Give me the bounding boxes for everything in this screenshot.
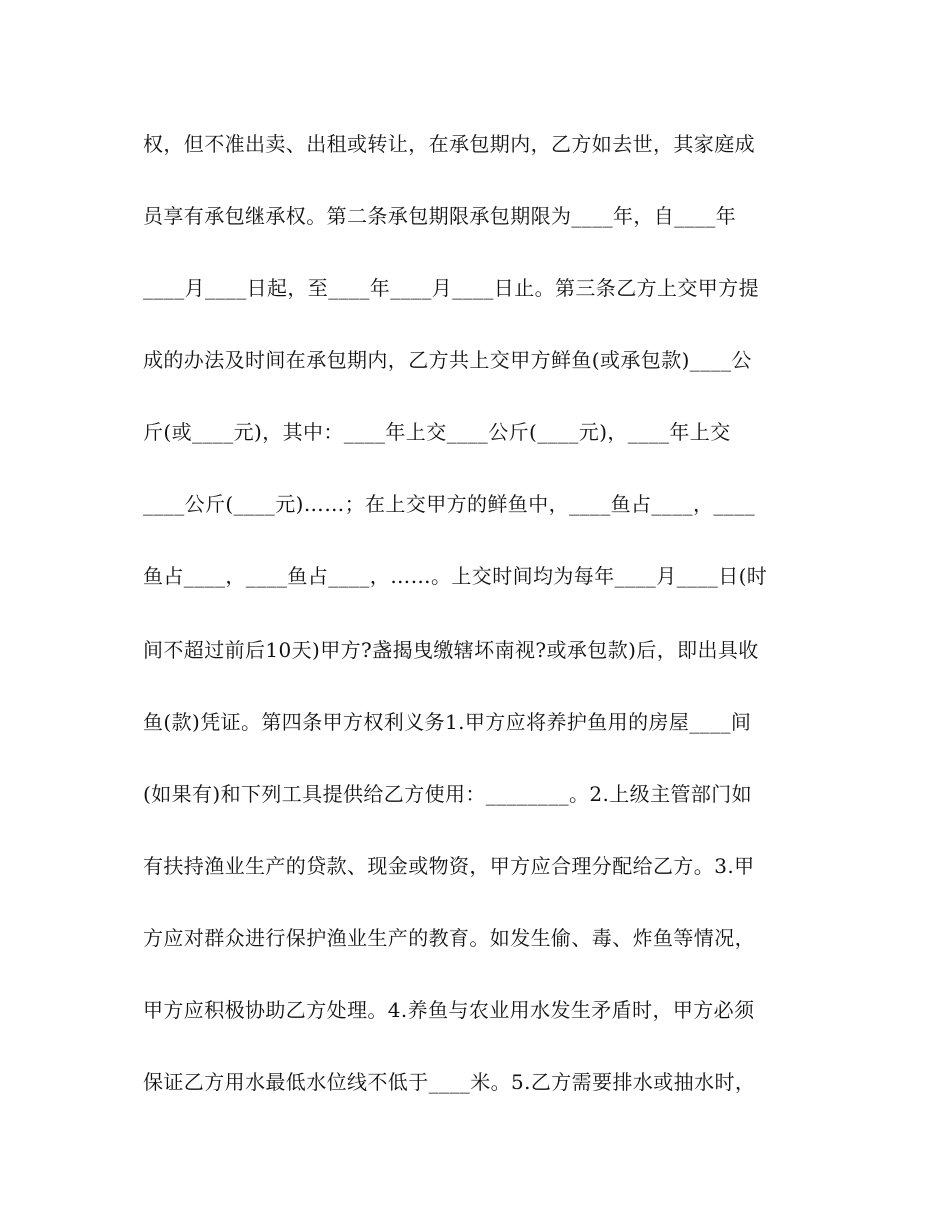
text-line-6: ____公斤(____元)……；在上交甲方的鲜鱼中，____鱼占____，____ bbox=[143, 492, 756, 516]
text-line-8: 间不超过前后10天)甲方?盏揭曳缴辖坏南视?或承包款)后，即出具收 bbox=[143, 638, 759, 662]
text-line-1: 权，但不准出卖、出租或转让，在承包期内，乙方如去世，其家庭成 bbox=[143, 132, 755, 156]
text-line-2: 员享有承包继承权。第二条承包期限承包期限为____年，自____年 bbox=[143, 204, 737, 228]
text-line-3: ____月____日起，至____年____月____日止。第三条乙方上交甲方提 bbox=[143, 276, 759, 300]
text-line-14: 保证乙方用水最低水位线不低于____米。5.乙方需要排水或抽水时， bbox=[143, 1070, 756, 1094]
text-line-9: 鱼(款)凭证。第四条甲方权利义务1.甲方应将养护鱼用的房屋____间 bbox=[143, 710, 752, 734]
text-line-10: (如果有)和下列工具提供给乙方使用：________。2.上级主管部门如 bbox=[143, 782, 753, 806]
text-line-12: 方应对群众进行保护渔业生产的教育。如发生偷、毒、炸鱼等情况， bbox=[143, 926, 755, 950]
text-line-5: 斤(或____元)，其中：____年上交____公斤(____元)，____年上交 bbox=[143, 420, 731, 444]
text-line-7: 鱼占____，____鱼占____，……。上交时间均为每年____月____日(时 bbox=[143, 564, 768, 588]
text-line-4: 成的办法及时间在承包期内，乙方共上交甲方鲜鱼(或承包款)____公 bbox=[143, 348, 752, 372]
text-line-13: 甲方应积极协助乙方处理。4.养鱼与农业用水发生矛盾时，甲方必须 bbox=[143, 998, 755, 1022]
text-line-11: 有扶持渔业生产的贷款、现金或物资，甲方应合理分配给乙方。3.甲 bbox=[143, 854, 755, 878]
